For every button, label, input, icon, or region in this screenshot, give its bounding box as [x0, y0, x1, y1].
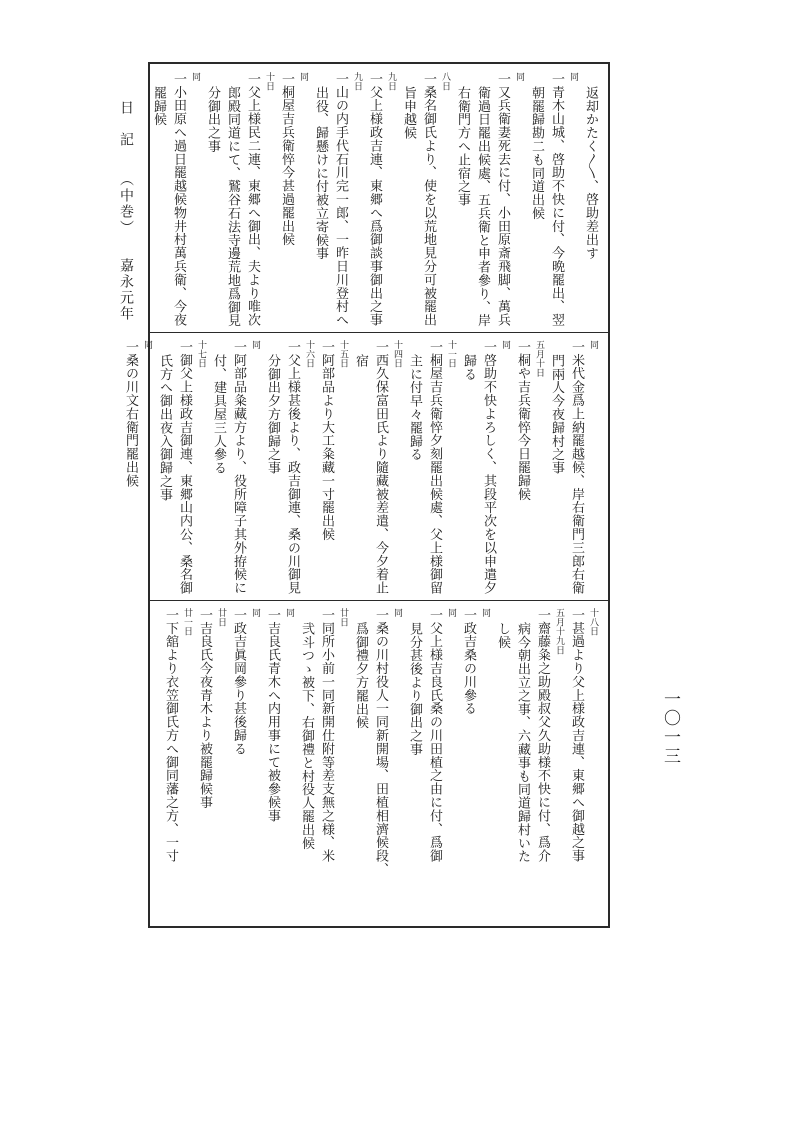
text-column: 一米代金爲上納罷越候、岸右衛門三郎右衛 — [569, 340, 584, 595]
text-column: 一吉良氏今夜青木より被罷歸候事 — [197, 608, 212, 809]
date-label: 同 — [392, 608, 402, 618]
text-column: 朝罷歸勘二も同道出候 — [529, 86, 544, 220]
date-label: 同 — [514, 72, 524, 82]
text-column: し候 — [495, 622, 510, 649]
text-column: 一又兵衛妻死去に付、小田原斎飛脚、萬兵 — [495, 72, 510, 327]
date-label: 同 — [500, 340, 510, 350]
text-column: 分御出之事 — [205, 86, 220, 153]
text-column: 一父上様民二連、東郷へ御出、夫より唯次 — [245, 72, 260, 327]
text-column: 一啓助不快よろしく、其段平次を以申遣夕 — [481, 340, 496, 595]
text-column: 一桐や吉兵衛悴今日罷歸候 — [515, 340, 530, 501]
date-label: 同 — [142, 340, 152, 350]
section-divider — [150, 332, 608, 333]
date-label: 九日 — [386, 72, 396, 91]
text-column: 弐斗つゝ被下、右御禮と村役人罷出候 — [299, 622, 314, 850]
date-label: 十日 — [264, 72, 274, 91]
date-label: 十一日 — [446, 340, 456, 369]
header-volume: （中巻） — [118, 172, 134, 236]
text-column: 一小田原へ過日罷越候物井村萬兵衛、今夜 — [171, 72, 186, 327]
date-label: 十四日 — [392, 340, 402, 369]
text-column: 歸る — [461, 354, 476, 381]
date-label: 廿日 — [216, 608, 226, 627]
text-column: 一下舘より衣笠御氏方へ御同藩之方、一寸 — [163, 608, 178, 863]
date-label: 同 — [250, 608, 260, 618]
date-label: 同 — [446, 608, 456, 618]
text-column: 分御出夕方御歸之事 — [265, 354, 280, 475]
text-column: 一山の内手代石川完一郎、一昨日川登村へ — [333, 72, 348, 327]
date-label: 同 — [250, 340, 260, 350]
text-column: 一父上様吉良氏桑の川田植之由に付、爲御 — [427, 608, 442, 863]
text-column: 衛過日罷出候處、五兵衛と申者參り、岸 — [475, 86, 490, 328]
section-middle — [120, 340, 600, 595]
text-column: 一桑の川文右衛門罷出候 — [123, 340, 138, 488]
date-label: 五月十日 — [534, 340, 544, 378]
text-column: 一桑の川村役人一同新開場、田植相濟候段、 — [373, 608, 388, 876]
text-column: 郎殿同道にて、鷲谷石法寺邊荒地爲御見 — [225, 86, 240, 328]
text-column: 一政吉眞岡參り甚後歸る — [231, 608, 246, 756]
text-column: 一桐屋吉兵衛悴今甚過罷出候 — [279, 72, 294, 247]
text-column: 一西久保富田氏より隨藏被差遣、今夕着止 — [373, 340, 388, 595]
date-label: 同 — [190, 72, 200, 82]
text-column: 返却かたく〱、啓助差出す — [583, 86, 598, 260]
text-column: 一甚過より父上様政吉連、東郷へ御越之事 — [569, 608, 584, 863]
header-era: 嘉永元年 — [118, 258, 134, 322]
text-column: 一阿部品より大工粂藏一寸罷出候 — [319, 340, 334, 541]
text-column: 一吉良氏青木へ内用事にて被參候事 — [265, 608, 280, 823]
date-label: 九日 — [352, 72, 362, 91]
text-column: 主に付早々罷歸る — [407, 354, 422, 462]
text-column: 右衛門方へ止宿之事 — [455, 86, 470, 207]
text-column: 一同所小前一同新開仕附等差支無之様、米 — [319, 608, 334, 863]
text-column: 一御父上様政吉御連、東郷山内公、桑名御 — [177, 340, 192, 595]
text-column: 宿 — [353, 354, 368, 368]
date-label: 同 — [568, 72, 578, 82]
text-column: 罷歸候 — [151, 86, 166, 127]
text-column: 門兩人今夜歸村之事 — [549, 354, 564, 475]
text-column: 一阿部品粂藏方より、役所障子其外拵候に — [231, 340, 246, 595]
header-title: 日 記 — [118, 100, 134, 148]
text-column: 一桑名御氏より、使を以荒地見分可被罷出 — [421, 72, 436, 327]
text-column: 一父上様政吉連、東郷へ爲御談事御出之事 — [367, 72, 382, 327]
text-column: 付、建具屋三人參る — [211, 354, 226, 475]
text-column: 病今朝出立之事、六藏事も同道歸村いた — [515, 622, 530, 864]
section-divider — [150, 600, 608, 601]
text-column: 一父上様甚後より、政吉御連、桑の川御見 — [285, 340, 300, 595]
text-column: 見分甚後より御出之事 — [407, 622, 422, 756]
section-upper — [148, 72, 600, 327]
text-column: 爲御禮夕方罷出候 — [353, 622, 368, 730]
date-label: 廿日 — [338, 608, 348, 627]
date-label: 廿一日 — [182, 608, 192, 637]
date-label: 同 — [298, 72, 308, 82]
section-lower — [160, 608, 600, 876]
date-label: 同 — [284, 608, 294, 618]
text-column: 出役、歸懸けに付被立寄候事 — [313, 86, 328, 261]
date-label: 十七日 — [196, 340, 206, 369]
date-label: 十五日 — [338, 340, 348, 369]
date-label: 同 — [480, 608, 490, 618]
page-number: 一〇一三 — [660, 690, 680, 766]
text-column: 一齋藤粂之助殿叔父久助様不快に付、爲介 — [535, 608, 550, 863]
date-label: 八日 — [440, 72, 450, 91]
date-label: 五月十九日 — [554, 608, 564, 655]
date-label: 十八日 — [588, 608, 598, 637]
running-header — [108, 100, 138, 340]
text-column: 氏方へ御出夜入御歸之事 — [157, 354, 172, 502]
text-column: 一青木山城、啓助不快に付、今晩罷出、翌 — [549, 72, 564, 327]
date-label: 十六日 — [304, 340, 314, 369]
text-column: 旨申越候 — [401, 86, 416, 140]
date-label: 同 — [588, 340, 598, 350]
text-column: 一桐屋吉兵衛悴夕刻罷出候處、父上様御留 — [427, 340, 442, 595]
text-column: 一政吉桑の川參る — [461, 608, 476, 716]
